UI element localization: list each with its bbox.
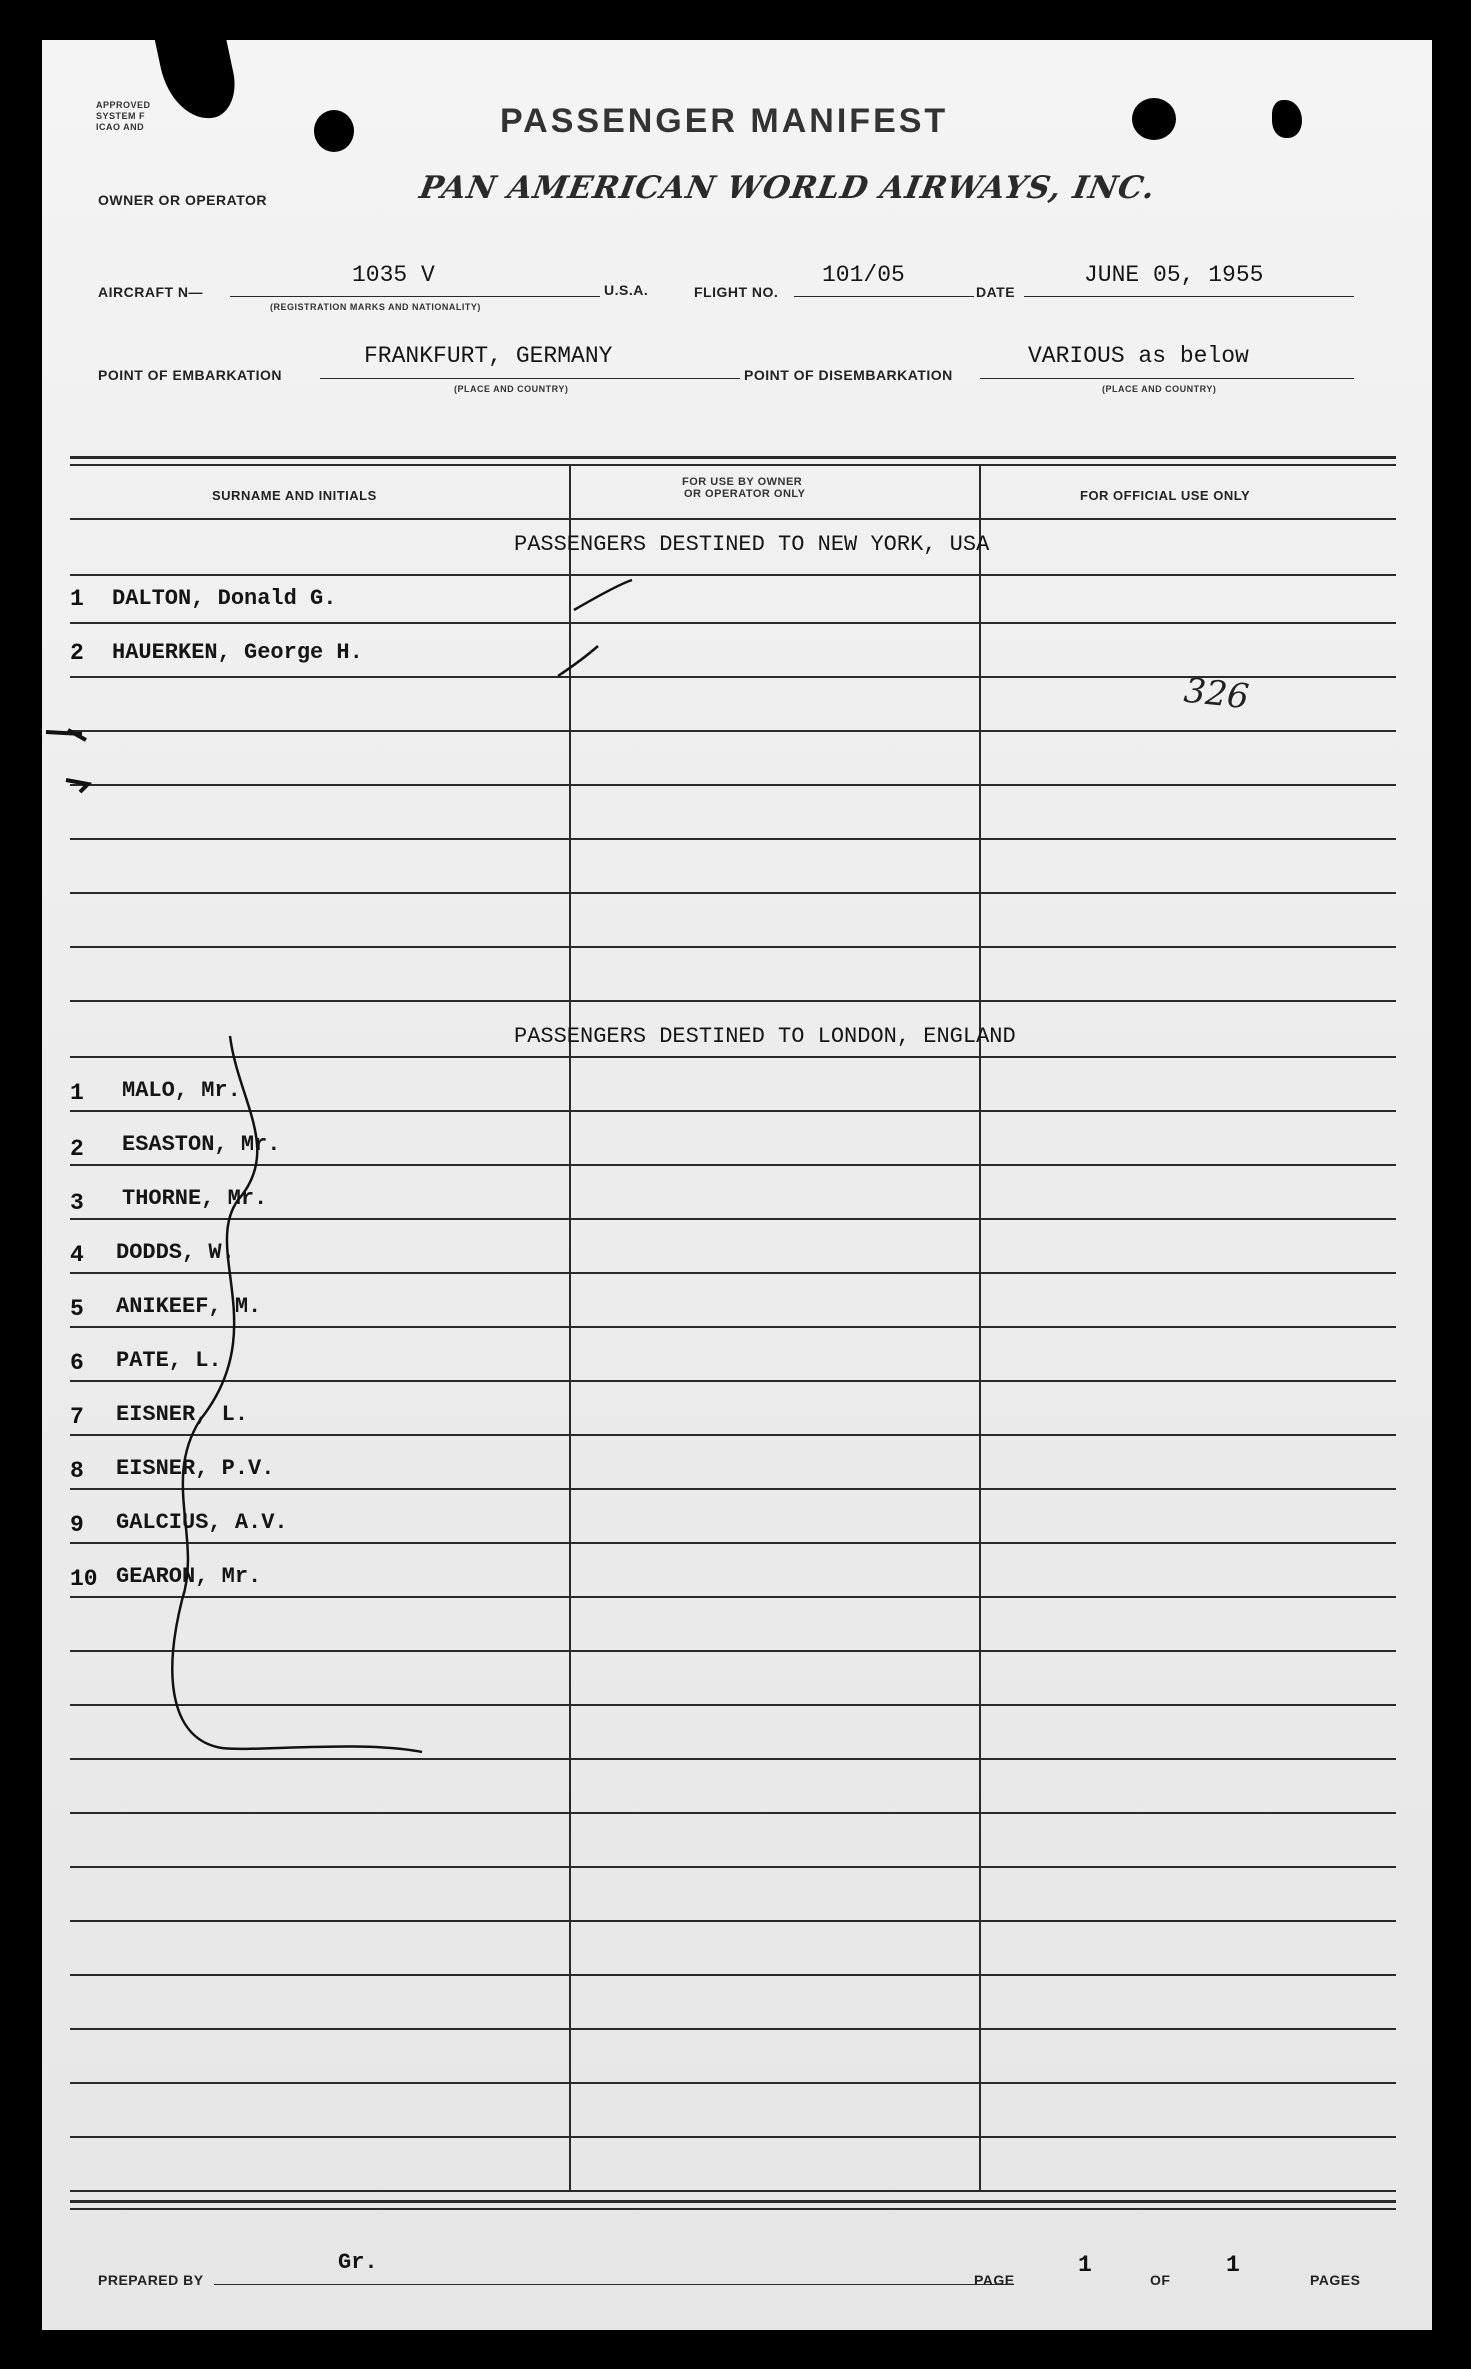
flight-label: FLIGHT NO.	[694, 284, 779, 300]
passenger-name: THORNE, Mr.	[122, 1186, 268, 1211]
passenger-number: 6	[70, 1350, 84, 1376]
passenger-name: DODDS, W.	[116, 1240, 235, 1265]
embark-value: FRANKFURT, GERMANY	[364, 343, 613, 369]
passenger-number: 2	[70, 1136, 84, 1162]
date-value: JUNE 05, 1955	[1084, 262, 1264, 288]
section-title-new-york: PASSENGERS DESTINED TO NEW YORK, USA	[514, 532, 990, 557]
passenger-number: 1	[70, 586, 84, 612]
table-bottom-border	[70, 2200, 1396, 2203]
passenger-number: 7	[70, 1404, 84, 1430]
pen-stroke	[172, 1036, 422, 1752]
prepared-by-label: PREPARED BY	[98, 2272, 204, 2288]
col-owner-header-line1: FOR USE BY OWNER	[682, 476, 803, 488]
pages-label: PAGES	[1310, 2272, 1361, 2288]
col-official-header: FOR OFFICIAL USE ONLY	[1080, 488, 1251, 503]
passenger-name: EISNER, L.	[116, 1402, 249, 1427]
passenger-name: GEARON, Mr.	[116, 1564, 262, 1589]
passenger-name: MALO, Mr.	[122, 1078, 241, 1103]
date-label: DATE	[976, 284, 1016, 300]
passenger-name: PATE, L.	[116, 1348, 222, 1373]
handwritten-marks	[42, 40, 1432, 2330]
col-owner-header-line2: OR OPERATOR ONLY	[684, 488, 806, 500]
passenger-name: EISNER, P.V.	[116, 1456, 275, 1481]
approval-stamp-line: APPROVED	[96, 100, 151, 110]
owner-name: PAN AMERICAN WORLD AIRWAYS, INC.	[416, 170, 1159, 206]
approval-stamp-line: SYSTEM F	[96, 111, 146, 121]
passenger-number: 5	[70, 1296, 84, 1322]
prepared-by-underline	[214, 2284, 1014, 2285]
approval-stamp-line: ICAO AND	[96, 122, 145, 132]
passenger-number: 8	[70, 1458, 84, 1484]
handwritten-number: 326	[1182, 670, 1251, 718]
page-title: PASSENGER MANIFEST	[500, 102, 949, 140]
owner-label: OWNER OR OPERATOR	[98, 192, 267, 208]
of-value: 1	[1226, 2252, 1240, 2278]
table-bottom-border-2	[70, 2208, 1396, 2210]
registration-note: (REGISTRATION MARKS AND NATIONALITY)	[270, 302, 481, 312]
passenger-number: 3	[70, 1190, 84, 1216]
passenger-name: DALTON, Donald G.	[112, 586, 337, 611]
prepared-by-value: Gr.	[338, 2250, 378, 2275]
usa-label: U.S.A.	[604, 282, 649, 298]
disembark-value: VARIOUS as below	[1028, 343, 1249, 369]
check-mark	[558, 646, 598, 676]
passenger-name: ESASTON, Mr.	[122, 1132, 281, 1157]
disembark-label: POINT OF DISEMBARKATION	[744, 367, 953, 383]
passenger-number: 2	[70, 640, 84, 666]
page-label: PAGE	[974, 2272, 1015, 2288]
passenger-number: 4	[70, 1242, 84, 1268]
passenger-number: 1	[70, 1080, 84, 1106]
embark-label: POINT OF EMBARKATION	[98, 367, 282, 383]
passenger-name: ANIKEEF, M.	[116, 1294, 262, 1319]
section-title-london: PASSENGERS DESTINED TO LONDON, ENGLAND	[514, 1024, 1016, 1049]
place-note-embark: (PLACE AND COUNTRY)	[454, 384, 569, 394]
margin-mark	[46, 730, 86, 740]
passenger-name: GALCIUS, A.V.	[116, 1510, 288, 1535]
manifest-sheet	[42, 40, 1432, 2330]
check-mark	[574, 580, 632, 610]
col-surname-header: SURNAME AND INITIALS	[212, 488, 377, 503]
margin-mark	[66, 780, 88, 792]
of-label: OF	[1150, 2272, 1171, 2288]
aircraft-label: AIRCRAFT N—	[98, 284, 204, 300]
aircraft-value: 1035 V	[352, 262, 435, 288]
flight-value: 101/05	[822, 262, 905, 288]
page-value: 1	[1078, 2252, 1092, 2278]
passenger-number: 9	[70, 1512, 84, 1538]
place-note-disembark: (PLACE AND COUNTRY)	[1102, 384, 1217, 394]
passenger-number: 10	[70, 1566, 98, 1592]
passenger-name: HAUERKEN, George H.	[112, 640, 363, 665]
